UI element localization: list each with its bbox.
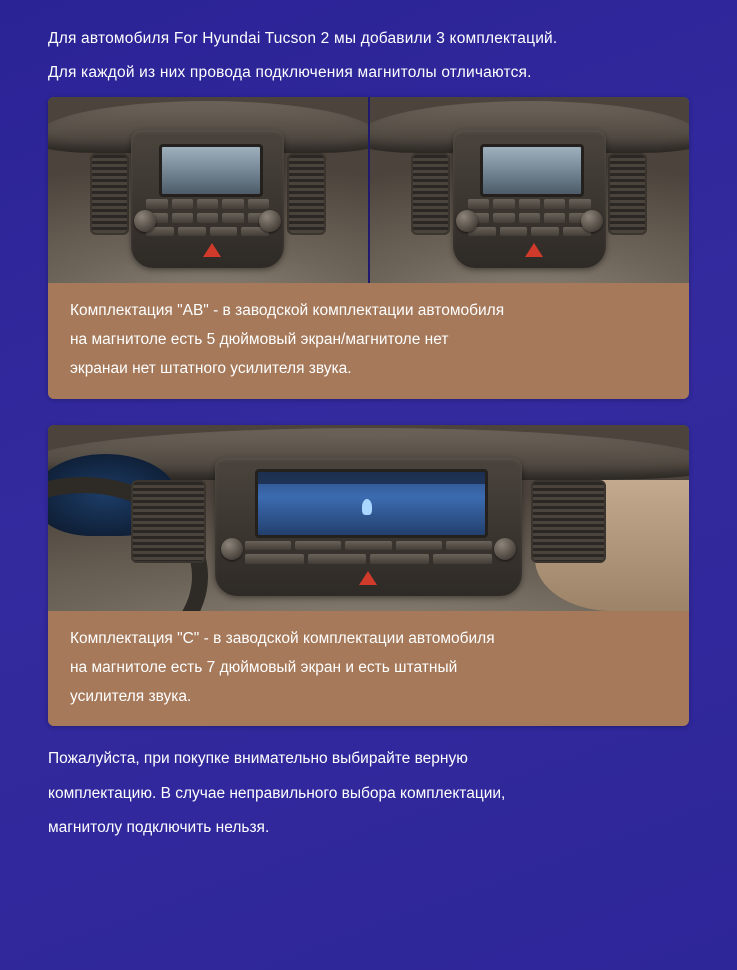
hyundai-tucson-dashboard-variant-c	[48, 425, 689, 611]
caption-c-line-3: усилителя звука.	[70, 688, 192, 706]
caption-ab-line-3: экранаи нет штатного усилителя звука.	[70, 360, 352, 378]
outro-line-3: магнитолу подключить нельзя.	[48, 819, 270, 837]
intro-text	[0, 0, 737, 85]
caption-c-line-1: Комплектация "C" - в заводской комплектации автомобиля	[70, 629, 495, 647]
hyundai-tucson-dashboard-variant-a	[48, 97, 368, 283]
photo-row-ab	[48, 97, 689, 283]
caption-ab-line-2: на магнитоле есть 5 дюймовый экран/магнитоле нет	[70, 331, 449, 349]
variant-block-ab	[48, 97, 689, 399]
caption-ab	[48, 283, 689, 399]
caption-c	[48, 611, 689, 727]
photo-row-c	[48, 425, 689, 611]
outro-text	[0, 726, 737, 839]
outro-line-1: Пожалуйста, при покупке внимательно выбирайте верную	[48, 750, 468, 768]
intro-line-2: Для каждой из них провода подключения магнитолы отличаются.	[48, 64, 532, 82]
caption-c-line-2: на магнитоле есть 7 дюймовый экран и есть штатный	[70, 658, 458, 676]
intro-line-1: Для автомобиля For Hyundai Tucson 2 мы добавили 3 комплектаций.	[48, 30, 558, 47]
hyundai-tucson-dashboard-variant-b	[368, 97, 690, 283]
outro-line-2: комплектацию. В случае неправильного выбора комплектации,	[48, 784, 506, 802]
caption-ab-line-1: Комплектация "AB" - в заводской комплектации автомобиля	[70, 301, 505, 319]
variant-block-c	[48, 425, 689, 727]
